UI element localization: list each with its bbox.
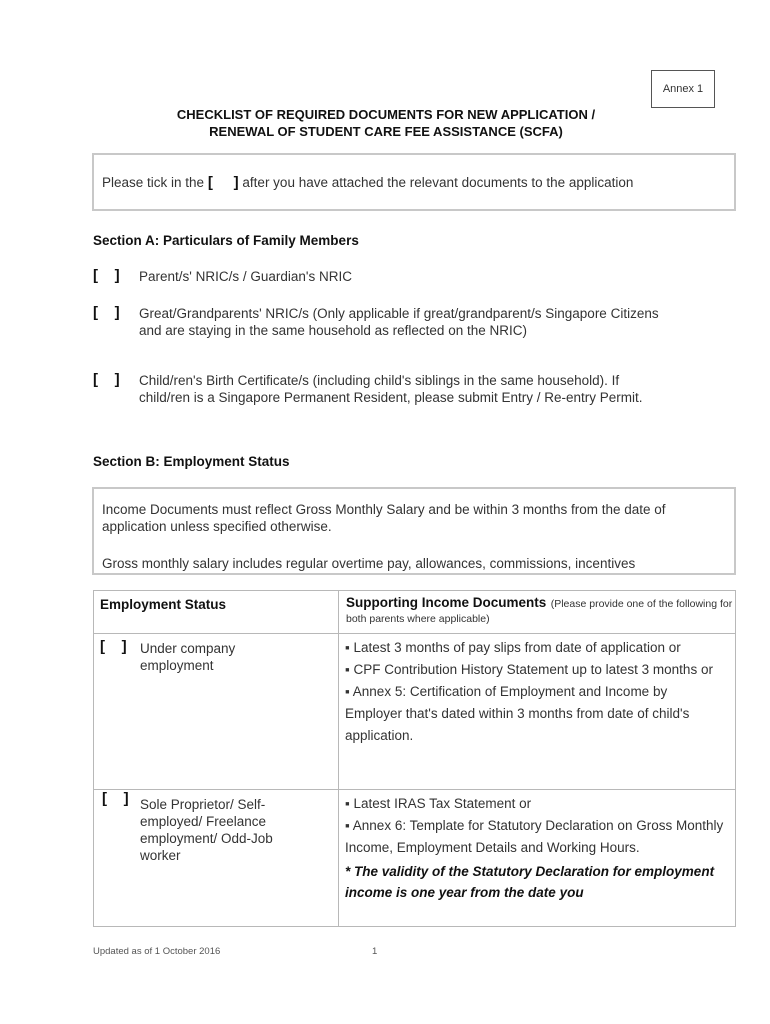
- status-cell: [94, 634, 338, 674]
- header-docs-title: Supporting Income Documents: [346, 595, 547, 610]
- checkbox-grandparents-nric[interactable]: [ ]: [93, 304, 120, 321]
- instruction-before: Please tick in the: [102, 174, 205, 190]
- table-row: [94, 634, 736, 790]
- doc-item: ▪ Annex 6: Template for Statutory Declaration on Gross Monthly Income, Employment Details and Working Hours.: [345, 818, 724, 855]
- checkbox-company-employment[interactable]: [ ]: [100, 638, 127, 655]
- tick-instruction-box: [92, 153, 736, 211]
- instruction-after: after you have attached the relevant documents to the application: [242, 174, 634, 190]
- section-a-heading: Section A: Particulars of Family Members: [93, 233, 359, 248]
- checkbox-birth-certificate[interactable]: [ ]: [93, 371, 120, 388]
- annex-label: Annex 1: [651, 70, 715, 108]
- status-cell: [94, 790, 338, 864]
- header-docs-note: (Please provide one of the following for both parents where applicable): [346, 598, 733, 625]
- header-supporting-docs: [339, 591, 736, 634]
- document-title: [80, 106, 692, 140]
- title-line-1: CHECKLIST OF REQUIRED DOCUMENTS FOR NEW APPLICATION /: [176, 107, 596, 122]
- docs-cell: [339, 634, 735, 747]
- income-info-line-2: Gross monthly salary includes regular overtime pay, allowances, commissions, incentives: [102, 556, 636, 571]
- title-line-2: RENEWAL OF STUDENT CARE FEE ASSISTANCE (SCFA): [209, 124, 563, 139]
- doc-item: ▪ CPF Contribution History Statement up to latest 3 months or: [345, 662, 713, 677]
- instruction-bracket: [ ]: [207, 173, 239, 191]
- footer-page-number: 1: [372, 946, 378, 957]
- item-text: Parent/s' NRIC/s / Guardian's NRIC: [139, 269, 352, 284]
- employment-table: [93, 590, 736, 927]
- item-text: Great/Grandparents' NRIC/s (Only applicable if great/grandparent/s Singapore Citizens and are staying in the same household as reflected on the NRIC): [139, 306, 659, 338]
- doc-item: ▪ Annex 5: Certification of Employment and Income by Employer that's dated within 3 months from date of child's application.: [345, 684, 690, 743]
- status-label: Under company employment: [140, 641, 236, 673]
- table-header-row: [94, 591, 736, 634]
- header-employment-status: Employment Status: [94, 591, 339, 634]
- section-b-heading: Section B: Employment Status: [93, 454, 290, 469]
- doc-item: ▪ Latest 3 months of pay slips from date of application or: [345, 640, 681, 655]
- validity-note: * The validity of the Statutory Declaration for employment income is one year from the date you: [345, 864, 715, 900]
- footer-updated-date: Updated as of 1 October 2016: [93, 946, 221, 957]
- docs-cell: [339, 790, 735, 903]
- status-label: Sole Proprietor/ Self-employed/ Freelance employment/ Odd-Job worker: [140, 797, 273, 863]
- income-info-box: [92, 487, 736, 575]
- checkbox-self-employed[interactable]: [ ]: [102, 790, 129, 807]
- income-info-line-1: Income Documents must reflect Gross Monthly Salary and be within 3 months from the date of application unless specified otherwise.: [102, 502, 666, 534]
- doc-item: ▪ Latest IRAS Tax Statement or: [345, 796, 532, 811]
- checkbox-parent-nric[interactable]: [ ]: [93, 267, 120, 284]
- table-row: [94, 790, 736, 927]
- item-text: Child/ren's Birth Certificate/s (including child's siblings in the same household). If child/ren is a Singapore Permanent Resident, please submit Entry / Re-entry Permit.: [139, 373, 643, 405]
